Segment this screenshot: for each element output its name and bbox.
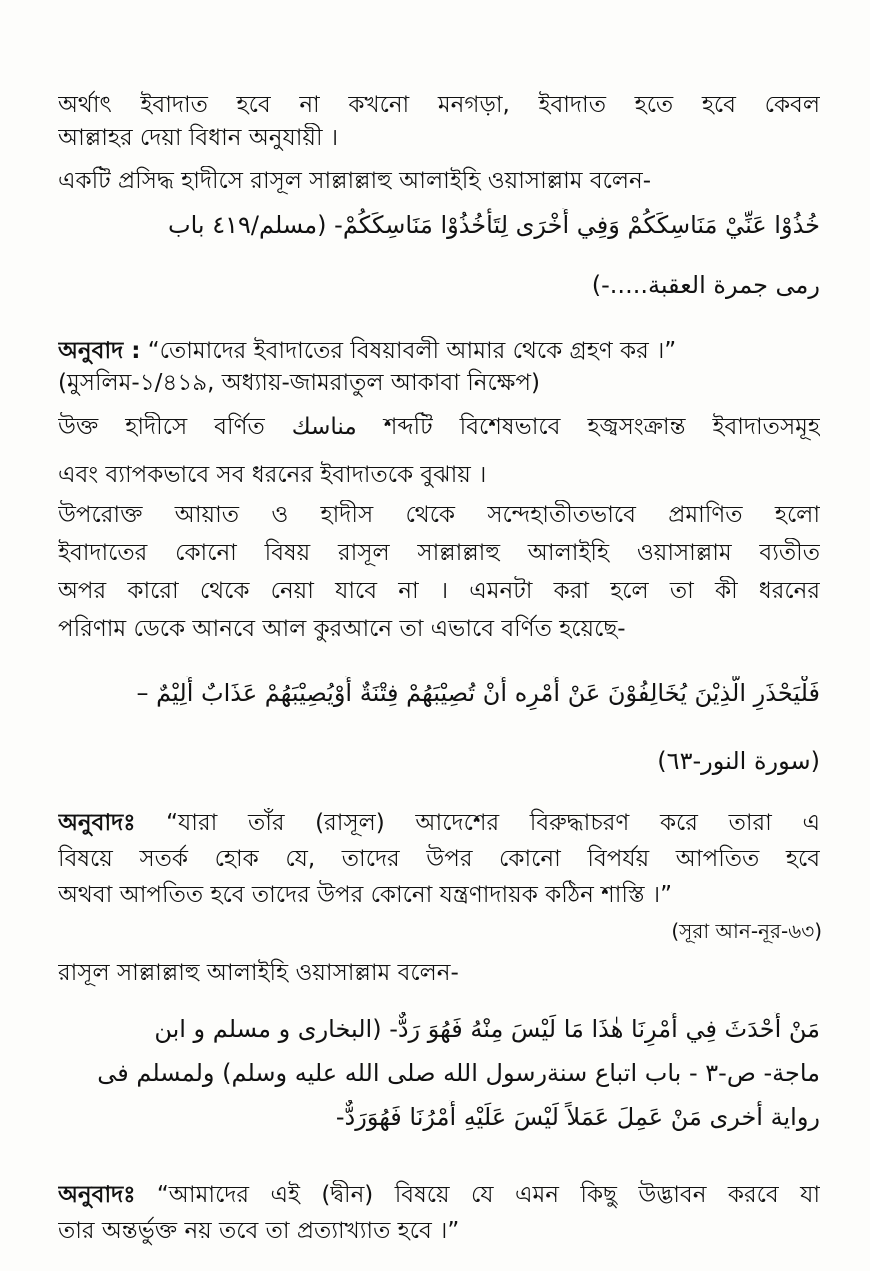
quran-ayah-arabic: فَلْيَحْذَرِ الَّذِيْنَ يُخَالِفُوْنَ عَنْ أَمْرِه أَنْ تُصِيْبَهُمْ فِتْنَةٌ أَوْيُصِيْبَهُمْ عَذَابٌ أَلِيْمٌ – xyxy=(136,679,820,707)
paragraph-2-line-2: এবং ব্যাপকভাবে সব ধরনের ইবাদাতকে বুঝায় । xyxy=(58,462,487,488)
paragraph-1-line-1: অর্থাৎ ইবাদাত হবে না কখনো মনগড়া, ইবাদাত হতে হবে কেবল xyxy=(58,92,820,118)
paragraph-3-line-1: রাসূল সাল্লাল্লাহু আলাইহি ওয়াসাল্লাম বলেন- xyxy=(58,960,459,986)
paragraph-1-line-3: একটি প্রসিদ্ধ হাদীসে রাসূল সাল্লাল্লাহু আলাইহি ওয়াসাল্লাম বলেন- xyxy=(58,168,652,194)
paragraph-2-line-5: অপর কারো থেকে নেয়া যাবে না । এমনটা করা হলে তা কী ধরনের xyxy=(58,578,820,604)
translation-3-line-2: তার অন্তর্ভুক্ত নয় তবে তা প্রত্যাখ্যাত হবে ।” xyxy=(58,1218,460,1244)
paragraph-2-line-3: উপরোক্ত আয়াত ও হাদীস থেকে সন্দেহাতীতভাবে প্রমাণিত হলো xyxy=(58,502,820,528)
hadith-2-line-3: رواية أخرى مَنْ عَمِلَ عَمَلاً لَيْسَ عَلَيْهِ أَمْرُنَا فَهُوَرَدٌّ- xyxy=(335,1103,820,1131)
paragraph-1-line-2: আল্লাহর দেয়া বিধান অনুযায়ী । xyxy=(58,125,339,151)
translation-1 xyxy=(58,336,820,366)
paragraph-2-line-4: ইবাদাতের কোনো বিষয় রাসূল সাল্লাল্লাহু আলাইহি ওয়াসাল্লাম ব্যতীত xyxy=(58,540,820,566)
hadith-1-arabic-reference: رمى جمرة العقبة.....-) xyxy=(591,271,820,299)
translation-2-line-3: অথবা আপতিত হবে তাদের উপর কোনো যন্ত্রণাদায়ক কঠিন শাস্তি ।” xyxy=(58,882,672,908)
translation-1-label: অনুবাদ : xyxy=(58,338,141,364)
translation-1-reference: (মুসলিম-১/৪১৯, অধ্যায়-জামরাতুল আকাবা নিক্ষেপ) xyxy=(58,370,540,396)
translation-3-label: অনুবাদঃ xyxy=(58,1182,136,1208)
hadith-1-arabic: خُذُوْا عَنِّيْ مَنَاسِكَكُمْ وَفِي أُخْرَى لِتَأْخُذُوْا مَنَاسِكَكُمْ- (مسلم/٤١٩ باب xyxy=(168,211,820,239)
hadith-2-line-1: مَنْ أَحْدَثَ فِي أَمْرِنَا هٰذَا مَا لَيْسَ مِنْهُ فَهُوَ رَدٌّ- (البخارى و مسلم و ابن xyxy=(154,1015,820,1043)
hadith-2-line-2: ماجة- ص-٣ - باب اتباع سنةرسول الله صلى الله عليه وسلم) ولمسلم فى xyxy=(97,1059,820,1087)
translation-2-line-2: বিষয়ে সতর্ক হোক যে, তাদের উপর কোনো বিপর্যয় আপতিত হবে xyxy=(58,846,820,872)
translation-2-line-1 xyxy=(58,808,820,838)
translation-1-text: “তোমাদের ইবাদাতের বিষয়াবলী আমার থেকে গ্রহণ কর ।” xyxy=(140,338,677,364)
translation-3-line-1 xyxy=(58,1180,820,1210)
translation-3-text: “আমাদের এই (দ্বীন) বিষয়ে যে এমন কিছু উদ্ভাবন করবে যা xyxy=(135,1182,820,1208)
paragraph-2-line-6: পরিণাম ডেকে আনবে আল কুরআনে তা এভাবে বর্ণিত হয়েছে- xyxy=(58,616,626,642)
translation-2-label: অনুবাদঃ xyxy=(58,810,136,836)
translation-2-text: “যারা তাঁর (রাসূল) আদেশের বিরুদ্ধাচরণ করে তারা এ xyxy=(135,810,820,836)
paragraph-2-line-1: উক্ত হাদীসে বর্ণিত مناسك শব্দটি বিশেষভাবে হজ্বসংক্রান্ত ইবাদাতসমূহ xyxy=(58,414,820,440)
quran-ayah-reference: (سورة النور-٦٣) xyxy=(657,747,820,775)
translation-2-reference: (সূরা আন-নূর-৬৩) xyxy=(671,919,822,943)
